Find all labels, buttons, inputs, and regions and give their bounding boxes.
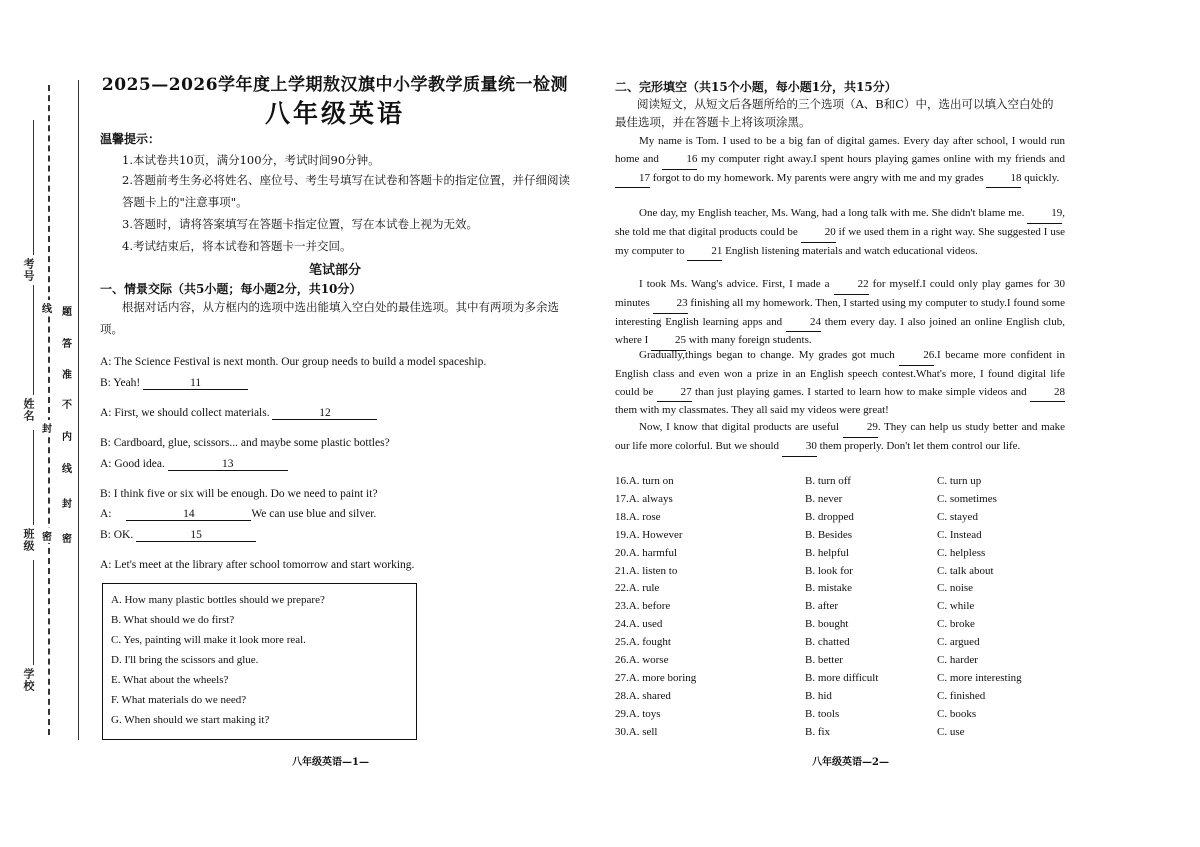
choice-option[interactable]: B. hid xyxy=(805,689,832,702)
passage-text: quickly. xyxy=(1021,171,1060,184)
choice-option[interactable]: B. mistake xyxy=(805,582,853,595)
choice-option[interactable]: C. finished xyxy=(937,689,986,702)
seal-char: 内 xyxy=(62,432,72,443)
choice-option[interactable]: C. noise xyxy=(937,582,974,595)
passage-text: English listening materials and watch educational videos. xyxy=(722,244,978,257)
blank-27[interactable]: 27 xyxy=(657,384,692,403)
blank-20[interactable]: 20 xyxy=(801,224,836,243)
section1-heading: 一、情景交际（共5小题；每小题2分，共10分） xyxy=(100,282,362,296)
choice-option[interactable]: C. broke xyxy=(937,618,975,631)
passage-paragraph xyxy=(615,347,1065,420)
section2-heading: 二、完形填空（共15个小题，每小题1分，共15分） xyxy=(615,80,897,94)
choice-option[interactable]: C. argued xyxy=(937,636,980,649)
option-f: F. What materials do we need? xyxy=(111,694,247,706)
section1-instruction: 根据对话内容，从方框内的选项中选出能填入空白处的最佳选项。其中有两项为多余选项。 xyxy=(100,300,559,336)
passage-text: than just playing games. I started to learn how to make simple videos and xyxy=(691,385,1030,398)
option-a: A. How many plastic bottles should we prepare? xyxy=(111,594,325,606)
choice-option[interactable]: B. Besides xyxy=(805,528,853,541)
choice-option[interactable]: 26.A. worse xyxy=(615,654,669,666)
blank-11[interactable]: 11 xyxy=(143,377,248,390)
passage-text: . They can help us study better and make our life more colorful. But we should xyxy=(615,421,1066,452)
choice-option[interactable]: C. harder xyxy=(937,654,978,666)
passage-text: if we used them in a right way. She suggested I use my computer to xyxy=(615,225,1065,257)
school-field[interactable] xyxy=(33,560,35,665)
blank-13[interactable]: 13 xyxy=(168,458,288,471)
choice-option[interactable]: C. talk about xyxy=(937,564,994,577)
choice-option[interactable]: B. look for xyxy=(805,564,853,577)
choice-option[interactable]: 22.A. rule xyxy=(615,582,660,595)
passage-text: Gradually,things began to change. My grades got much xyxy=(639,349,900,361)
seal-char: 密 xyxy=(62,534,72,545)
blank-14[interactable]: 14 xyxy=(126,508,251,521)
name-label: 姓名 xyxy=(22,398,35,422)
passage-text: , she told me that digital products could be xyxy=(615,207,1065,238)
seal-char: 封 xyxy=(62,499,72,510)
hints-heading: 温馨提示： xyxy=(100,132,161,146)
choice-option[interactable]: B. helpful xyxy=(805,546,849,559)
passage-paragraph xyxy=(615,276,1065,351)
cut-char-1: 线 xyxy=(42,300,52,315)
page-footer-1: 八年级英语—1— xyxy=(292,757,369,768)
passage-paragraph xyxy=(615,133,1065,188)
blank-16[interactable]: 16 xyxy=(662,151,697,170)
choice-option[interactable]: B. better xyxy=(805,654,843,666)
hint-item: 3.答题时，请将答案填写在答题卡指定位置，写在本试卷上视为无效。 xyxy=(122,217,478,231)
seal-char: 准 xyxy=(62,370,72,381)
option-e: E. What about the wheels? xyxy=(111,674,229,686)
dialogue-line: B: I think five or six will be enough. Do we need to paint it? xyxy=(100,488,378,500)
dialogue-line: B: OK. 15 xyxy=(100,529,256,542)
choice-option[interactable]: 27.A. more boring xyxy=(615,671,697,684)
dialogue-line: A: First, we should collect materials. 12 xyxy=(100,407,377,420)
subject-title: 八年级英语 xyxy=(264,99,405,128)
choice-option[interactable]: C. helpless xyxy=(937,546,986,559)
choice-option[interactable]: 18.A. rose xyxy=(615,510,661,523)
choice-option[interactable]: 30.A. sell xyxy=(615,725,658,738)
blank-28[interactable]: 28 xyxy=(1030,384,1065,403)
choice-option[interactable]: 23.A. before xyxy=(615,600,671,613)
binding-line xyxy=(78,80,79,740)
choice-option[interactable]: C. more interesting xyxy=(937,671,1022,684)
section2-instruction: 阅读短文，从短文后各题所给的三个选项（A、B和C）中，选出可以填入空白处的最佳选项，并在答题卡上将该项涂黑。 xyxy=(615,97,1054,129)
class-field[interactable] xyxy=(33,430,35,525)
blank-25[interactable]: 25 xyxy=(651,332,686,351)
choice-option[interactable]: 16.A. turn on xyxy=(615,475,674,487)
choice-option[interactable]: 17.A. always xyxy=(615,492,673,505)
dialogue-line: B: Cardboard, glue, scissors... and maybe some plastic bottles? xyxy=(100,437,390,449)
passage-text: One day, my English teacher, Ms. Wang, had a long talk with me. She didn't blame me. xyxy=(639,207,1028,219)
passage-paragraph xyxy=(615,419,1065,457)
passage-text: them every day. I also joined an online English club, where I xyxy=(615,315,1065,347)
passage-text: .I became more confident in English class and even won a prize in an English speech contest.What's more, I found digital life could be xyxy=(615,349,1065,398)
option-d: D. I'll bring the scissors and glue. xyxy=(111,654,259,666)
passage-text: for myself.I could only play games for 30 minutes xyxy=(615,278,1065,309)
hint-item: 1.本试卷共10页，满分100分，考试时间90分钟。 xyxy=(122,153,380,167)
option-g: G. When should we start making it? xyxy=(111,714,270,726)
passage-text: with many foreign students. xyxy=(686,334,812,347)
choice-option[interactable]: C. turn up xyxy=(937,475,982,487)
choice-option[interactable]: C. stayed xyxy=(937,510,978,523)
choice-option[interactable]: B. turn off xyxy=(805,475,851,487)
hint-item: 4.考试结束后，将本试卷和答题卡一并交回。 xyxy=(122,239,352,253)
name-field[interactable] xyxy=(33,285,35,395)
passage-text: finishing all my homework. Then, I started using my computer to study.I found some interesting English learning apps and xyxy=(615,296,1065,328)
blank-15[interactable]: 15 xyxy=(136,529,256,542)
option-b: B. What should we do first? xyxy=(111,614,235,626)
choice-option[interactable]: 24.A. used xyxy=(615,618,663,631)
options-box xyxy=(102,583,417,740)
dialogue-line: A: 14 We can use blue and silver. xyxy=(100,508,377,520)
dialogue-line: A: Good idea. 13 xyxy=(100,458,288,471)
blank-22[interactable]: 22 xyxy=(834,276,869,295)
blank-19[interactable]: 19 xyxy=(1027,205,1062,224)
blank-24[interactable]: 24 xyxy=(786,314,821,333)
passage-text: forgot to do my homework. My parents were angry with me and my grades xyxy=(650,171,987,184)
seal-char: 不 xyxy=(62,400,72,411)
choice-option[interactable]: 29.A. toys xyxy=(615,707,661,720)
choice-option[interactable]: B. more difficult xyxy=(805,671,879,684)
choice-option[interactable]: C. books xyxy=(937,707,977,720)
choice-option[interactable]: 19.A. However xyxy=(615,528,683,541)
exam-no-field[interactable] xyxy=(33,120,35,255)
choice-option[interactable]: C. use xyxy=(937,725,965,738)
choice-option[interactable]: 20.A. harmful xyxy=(615,546,678,559)
choice-option[interactable]: C. Instead xyxy=(937,528,982,541)
choice-option[interactable]: 25.A. fought xyxy=(615,636,671,649)
dialogue-line: A: Let's meet at the library after school tomorrow and start working. xyxy=(100,559,415,571)
blank-12[interactable]: 12 xyxy=(272,407,377,420)
blank-21[interactable]: 21 xyxy=(687,243,722,262)
seal-char: 线 xyxy=(62,464,72,475)
seal-char: 答 xyxy=(62,339,72,350)
dialogue-line: B: Yeah! 11 xyxy=(100,377,248,390)
passage-text: them properly. Don't let them control our life. xyxy=(816,439,1021,452)
choice-option[interactable]: B. after xyxy=(805,600,838,613)
dialogue-line: A: The Science Festival is next month. Our group needs to build a model spaceship. xyxy=(100,356,487,368)
blank-26[interactable]: 26 xyxy=(899,347,934,366)
passage-text: my computer right away.I spent hours playing games online with my friends and xyxy=(697,152,1065,165)
blank-18[interactable]: 18 xyxy=(986,170,1021,189)
seal-char: 题 xyxy=(62,307,72,318)
blank-30[interactable]: 30 xyxy=(782,438,817,457)
passage-text: I took Ms. Wang's advice. First, I made a xyxy=(639,278,834,290)
blank-29[interactable]: 29 xyxy=(843,419,878,438)
blank-17[interactable]: 17 xyxy=(615,170,650,189)
choice-option[interactable]: B. bought xyxy=(805,618,849,631)
cut-line xyxy=(48,85,50,735)
choice-option[interactable]: B. dropped xyxy=(805,510,854,523)
choice-option[interactable]: B. fix xyxy=(805,725,831,738)
written-part-heading: 笔试部分 xyxy=(308,263,361,278)
passage-text: them with my classmates. They all said my videos were great! xyxy=(615,404,889,417)
school-label: 学校 xyxy=(22,668,35,692)
exam-no-label: 考号 xyxy=(22,258,35,282)
exam-title: 2025—2026学年度上学期敖汉旗中小学教学质量统一检测 xyxy=(101,75,569,95)
class-label: 班级 xyxy=(22,528,35,552)
choice-option[interactable]: 28.A. shared xyxy=(615,689,671,702)
choice-option[interactable]: 21.A. listen to xyxy=(615,564,678,577)
choice-option[interactable]: B. never xyxy=(805,492,843,505)
page-footer-2: 八年级英语—2— xyxy=(812,757,889,768)
choice-option[interactable]: C. while xyxy=(937,600,975,613)
passage-paragraph xyxy=(615,205,1065,261)
choice-option[interactable]: B. tools xyxy=(805,707,840,720)
passage-text: My name is Tom. I used to be a big fan of digital games. Every day after school, I would run home and xyxy=(615,135,1065,165)
hint-item: 2.答题前考生务必将姓名、座位号、考生号填写在试卷和答题卡的指定位置，并仔细阅读答题卡上的"注意事项"。 xyxy=(122,173,570,209)
choice-option[interactable]: B. chatted xyxy=(805,636,850,649)
choice-option[interactable]: C. sometimes xyxy=(937,492,997,505)
option-c: C. Yes, painting will make it look more real. xyxy=(111,634,306,646)
cut-char-2: 封 xyxy=(42,420,52,435)
passage-text: Now, I know that digital products are useful xyxy=(639,421,843,433)
blank-23[interactable]: 23 xyxy=(653,295,688,314)
cut-char-3: 密 xyxy=(42,528,52,543)
